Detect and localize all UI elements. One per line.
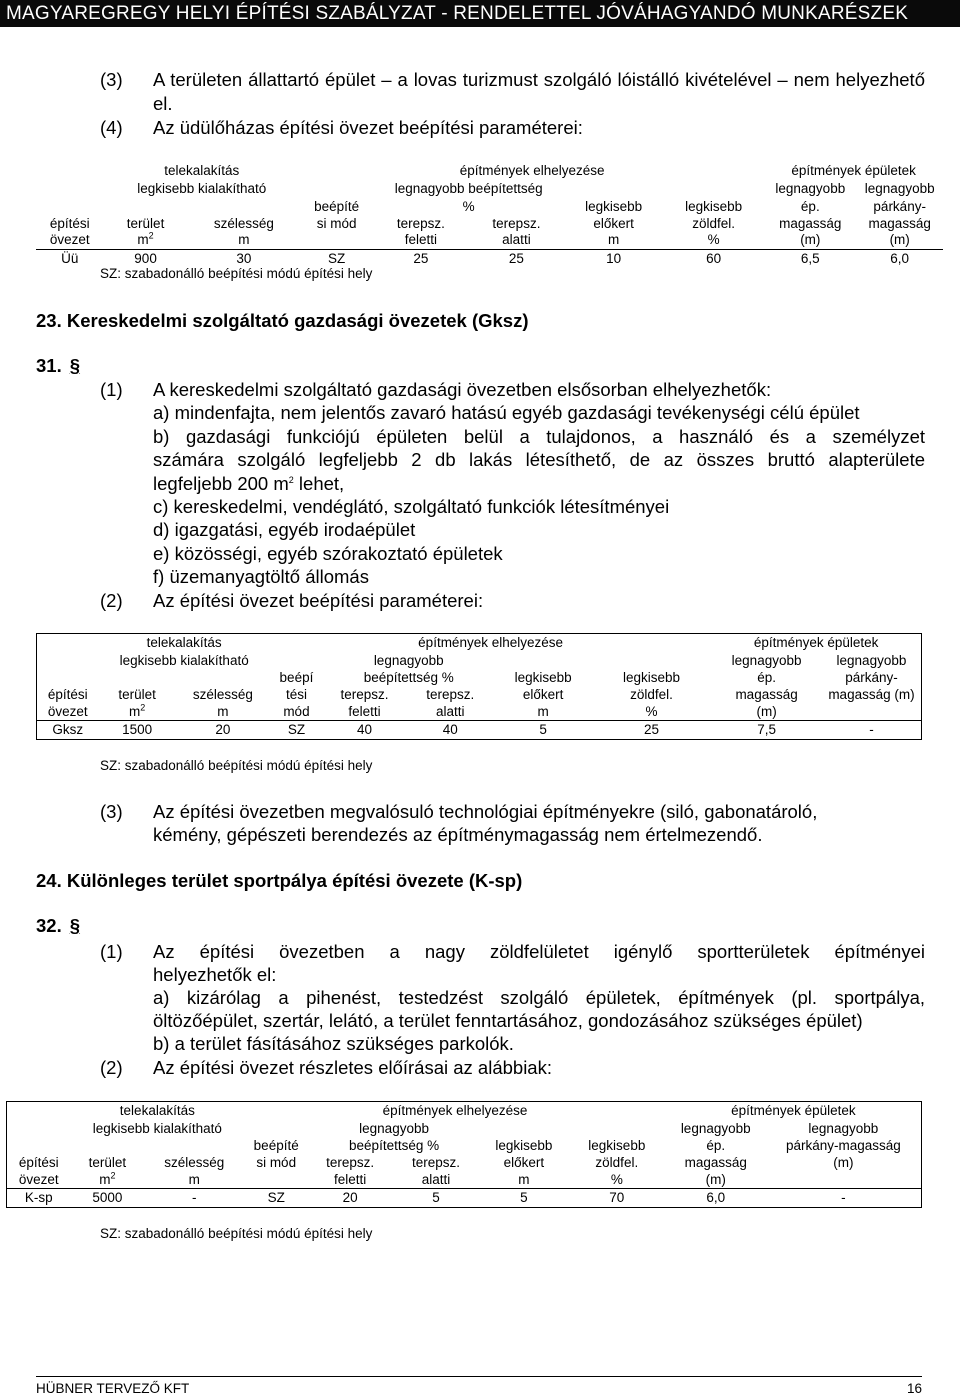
header-cell: beépíté xyxy=(253,1138,299,1153)
header-cell: % xyxy=(663,232,764,249)
header-cell: $m^2$ xyxy=(70,1172,144,1189)
header-title: MAGYAREGREGY HELYI ÉPÍTÉSI SZABÁLYZAT - RENDELETTEL JÓVÁHAGYANDÓ MUNKARÉSZEK xyxy=(6,3,909,24)
header-cell: építési xyxy=(47,687,88,702)
header-cell: $m^2$ xyxy=(98,704,175,721)
list-item: d) igazgatási, egyéb irodaépület xyxy=(153,519,416,540)
zoning-table-uu xyxy=(36,162,943,268)
header-cell: magasság (m) xyxy=(828,687,915,702)
table-cell: 20 xyxy=(215,722,231,737)
header-cell: m xyxy=(564,232,663,249)
header-cell: m xyxy=(480,1172,568,1189)
header-cell: legnagyobb xyxy=(808,1120,879,1136)
header-cell: beépí xyxy=(279,670,314,685)
table-note: SZ: szabadonálló beépítési módú építési hely xyxy=(100,1226,373,1241)
para-text: Az építési övezet részletes előírásai az alábbiak: xyxy=(153,1057,552,1078)
list-item: c) kereskedelmi, vendéglátó, szolgáltató funkciók létesítményei xyxy=(153,496,670,517)
header-cell: építmények elhelyezése xyxy=(382,1102,528,1118)
header-cell: alatti xyxy=(392,1172,480,1189)
header-cell: si mód xyxy=(316,215,357,231)
table-cell: 5 xyxy=(432,1190,440,1205)
header-cell: terület xyxy=(88,1155,127,1170)
header-cell: (m) xyxy=(764,232,856,249)
table-cell: 30 xyxy=(236,250,252,266)
document-footer xyxy=(36,1376,922,1396)
header-cell: terepsz. xyxy=(426,687,475,702)
para-text: Az építési övezetben megvalósuló technológiai építményekre (siló, gabonatároló, xyxy=(153,801,818,822)
header-cell: alatti xyxy=(406,704,495,721)
footer-company: HÜBNER TERVEZŐ KFT xyxy=(36,1381,190,1396)
table-cell: 6,0 xyxy=(890,250,910,266)
header-cell: alatti xyxy=(469,232,565,249)
header-cell: terület xyxy=(126,215,165,231)
header-cell: övezet xyxy=(37,704,99,721)
list-item: öltözőépület, szertár, lelátó, a terület fenntartásához, gondozásához szükséges épület) xyxy=(153,1010,863,1031)
paragraph-number: 31. § xyxy=(36,355,81,376)
para-number: (1) xyxy=(100,379,123,400)
header-cell: építmények épületek xyxy=(731,1102,856,1118)
section-heading: 23. Kereskedelmi szolgáltató gazdasági övezetek (Gksz) xyxy=(36,310,529,331)
header-cell: telekalakítás xyxy=(119,1102,195,1118)
list-item: f) üzemanyagtöltő állomás xyxy=(153,566,369,587)
table-note: SZ: szabadonálló beépítési módú építési hely xyxy=(100,758,373,773)
header-cell: (m) xyxy=(666,1172,766,1189)
table-cell: 70 xyxy=(609,1190,625,1205)
page-number: 16 xyxy=(906,1381,922,1396)
header-cell: legnagyobb xyxy=(775,181,846,196)
table-cell: K-sp xyxy=(24,1190,53,1205)
header-cell: övezet xyxy=(7,1172,71,1189)
header-cell: terepsz. xyxy=(412,1155,461,1170)
header-cell: terület xyxy=(118,687,156,702)
table-cell: 10 xyxy=(606,250,622,266)
header-cell: előkert xyxy=(522,687,564,702)
document-header xyxy=(0,0,960,27)
table-cell: - xyxy=(192,1190,197,1205)
table-cell: 60 xyxy=(706,250,722,266)
header-cell: telekalakítás xyxy=(164,163,240,178)
table-cell: Üü xyxy=(61,250,79,266)
header-cell: m xyxy=(176,704,270,721)
header-cell: terepsz. xyxy=(340,687,389,702)
header-cell: tési xyxy=(285,687,307,702)
header-cell: legkisebb kialakítható xyxy=(119,652,249,668)
header-cell: magasság xyxy=(735,687,798,702)
list-item: számára szolgáló legfeljebb 2 db lakás létesíthető, de az összes bruttó alapterülete xyxy=(153,449,925,470)
table-cell: SZ xyxy=(287,722,306,737)
header-cell: szélesség xyxy=(213,215,274,231)
zoning-table-gksz xyxy=(36,633,922,740)
table-cell: 25 xyxy=(413,250,429,266)
header-cell: zöldfel. xyxy=(630,687,673,702)
table-cell: 6,0 xyxy=(706,1190,726,1205)
header-cell: szélesség xyxy=(192,687,253,702)
para-number: (4) xyxy=(100,117,123,138)
header-cell: m xyxy=(494,704,591,721)
para-number: (2) xyxy=(100,590,123,611)
header-cell: zöldfel. xyxy=(595,1155,639,1170)
header-cell: feletti xyxy=(373,232,469,249)
header-cell: legkisebb xyxy=(495,1138,553,1153)
header-cell: ép. xyxy=(800,198,820,214)
header-cell: legkisebb xyxy=(514,670,572,685)
header-cell: magasság xyxy=(684,1155,747,1170)
header-cell: párkány- xyxy=(845,670,898,685)
header-cell: legnagyobb xyxy=(359,1120,429,1136)
para-text: A kereskedelmi szolgáltató gazdasági övezetben elsősorban elhelyezhetők: xyxy=(153,379,772,400)
table-cell: 5 xyxy=(539,722,547,737)
header-cell: ép. xyxy=(757,670,776,685)
list-item: a) kizárólag a pihenést, testedzést szolgáló épületek, építmények (pl. sportpálya, xyxy=(153,987,925,1008)
para-text: Az üdülőházas építési övezet beépítési paraméterei: xyxy=(153,117,583,138)
header-cell: (m) xyxy=(856,232,943,249)
table-cell: 6,5 xyxy=(800,250,820,266)
para-number: (1) xyxy=(100,941,123,962)
header-cell: legnagyobb xyxy=(731,652,802,668)
para-text: helyezhetők el: xyxy=(153,964,277,985)
table-cell: - xyxy=(841,1190,846,1205)
list-item: legfeljebb 200 $m^2$ lehet, xyxy=(153,473,345,494)
list-item: b) a terület fásításához szükséges parkolók. xyxy=(153,1033,514,1054)
zoning-table-ksp xyxy=(6,1101,922,1208)
header-cell: építési xyxy=(49,215,90,231)
para-text: A területen állattartó épület – a lovas turizmust szolgáló lóistálló kivételével – nem helyezhető el. xyxy=(153,69,925,114)
header-cell: legkisebb kialakítható xyxy=(137,181,267,196)
list-item: e) közösségi, egyéb szórakoztató épületek xyxy=(153,543,503,564)
header-cell: építési xyxy=(18,1155,59,1170)
para-number: (3) xyxy=(100,69,123,90)
header-cell: legnagyobb xyxy=(864,181,935,196)
header-cell: m xyxy=(144,1172,244,1189)
header-cell: párkány- xyxy=(873,198,926,214)
list-item: b) gazdasági funkciójú épületen belül a tulajdonos, a használó és a személyzet xyxy=(153,426,925,447)
table-cell: SZ xyxy=(267,1190,285,1205)
header-cell: magasság xyxy=(779,215,842,231)
table-cell: 25 xyxy=(508,250,524,266)
header-cell: övezet xyxy=(36,232,103,249)
header-cell: építmények elhelyezése xyxy=(459,163,605,178)
header-cell: terepsz. xyxy=(326,1155,375,1170)
list-item: a) mindenfajta, nem jelentős zavaró hatású egyéb gazdasági tevékenységi célú épület xyxy=(153,402,860,423)
header-cell: beépítettség % xyxy=(363,670,454,685)
header-cell: legnagyobb xyxy=(373,652,444,668)
header-cell: zöldfel. xyxy=(692,215,736,231)
header-cell: feletti xyxy=(323,704,406,721)
header-cell: mód xyxy=(270,704,323,721)
paragraph-number: 32. § xyxy=(36,915,81,936)
table-note: SZ: szabadonálló beépítési módú építési hely xyxy=(100,266,373,281)
para-text: Az építési övezet beépítési paraméterei: xyxy=(153,590,484,611)
header-cell: telekalakítás xyxy=(146,634,222,650)
table-cell: 40 xyxy=(442,722,458,737)
table-cell: - xyxy=(869,722,874,737)
header-cell: építmények elhelyezése xyxy=(418,634,564,650)
table-cell: 20 xyxy=(342,1190,358,1205)
table-cell: Gksz xyxy=(52,722,84,737)
header-cell: legnagyobb beépítettség xyxy=(394,181,543,196)
table-cell: 25 xyxy=(644,722,660,737)
header-cell: % xyxy=(568,1172,666,1189)
table-row xyxy=(7,1189,922,1208)
header-cell: % xyxy=(592,704,711,721)
header-cell: $m^2$ xyxy=(103,232,187,249)
header-cell: legkisebb xyxy=(588,1138,646,1153)
table-cell: SZ xyxy=(327,250,346,266)
header-cell: legkisebb xyxy=(585,198,643,214)
table-cell: 5000 xyxy=(92,1190,123,1205)
header-cell: (m) xyxy=(711,704,822,721)
header-cell: építmények épületek xyxy=(753,634,879,650)
para-text: Az építési övezetben a nagy zöldfelületet igénylő sportterületek építményei xyxy=(153,941,925,962)
para-number: (2) xyxy=(100,1057,123,1078)
table-row xyxy=(37,721,922,740)
table-cell: 7,5 xyxy=(757,722,776,737)
table-cell: 1500 xyxy=(122,722,153,737)
table-cell: 5 xyxy=(520,1190,528,1205)
header-cell: építmények épületek xyxy=(791,163,916,178)
header-cell: legkisebb kialakítható xyxy=(92,1120,222,1136)
header-cell: m xyxy=(188,232,300,249)
header-cell: legnagyobb xyxy=(680,1120,751,1136)
header-cell: előkert xyxy=(503,1155,545,1170)
table-cell: 40 xyxy=(356,722,372,737)
header-cell: magasság xyxy=(868,215,931,231)
header-cell: legnagyobb xyxy=(836,652,907,668)
section-heading: 24. Különleges terület sportpálya építési övezete (K-sp) xyxy=(36,870,523,891)
header-cell: % xyxy=(462,198,475,214)
header-cell: beépíté xyxy=(314,198,360,214)
para-text: kémény, gépészeti berendezés az építménymagasság nem értelmezendő. xyxy=(153,824,763,845)
header-cell: feletti xyxy=(308,1172,392,1189)
header-cell: ép. xyxy=(706,1138,726,1153)
header-cell: beépítettség % xyxy=(349,1138,440,1153)
header-cell: (m) xyxy=(833,1155,854,1170)
table-cell: 900 xyxy=(134,250,157,266)
para-number: (3) xyxy=(100,801,123,822)
header-cell: előkert xyxy=(593,215,634,231)
header-cell: legkisebb xyxy=(623,670,681,685)
header-cell: terepsz. xyxy=(492,215,541,231)
header-cell: párkány-magasság xyxy=(785,1138,901,1153)
header-cell: si mód xyxy=(256,1155,297,1170)
header-cell: terepsz. xyxy=(396,215,445,231)
header-cell: szélesség xyxy=(164,1155,225,1170)
header-cell: legkisebb xyxy=(685,198,743,214)
